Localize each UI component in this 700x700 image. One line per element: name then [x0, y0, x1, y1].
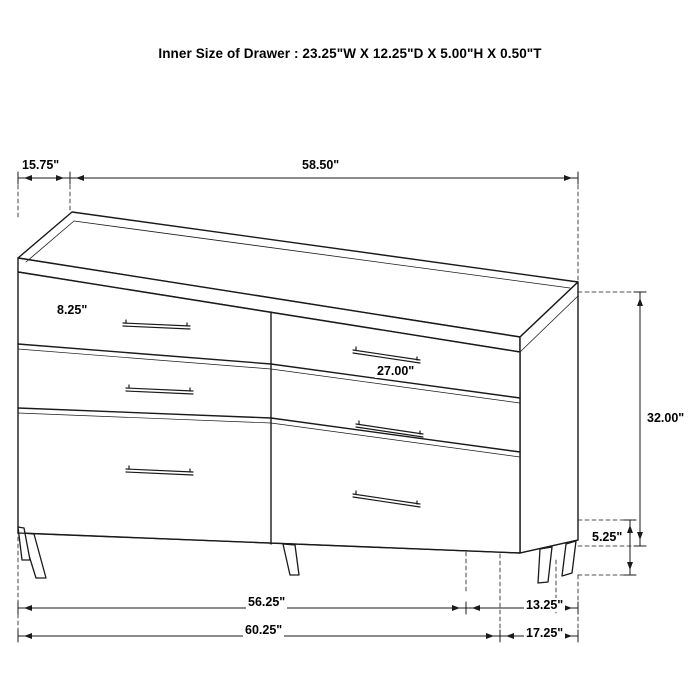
dimension-label-overall-depth: 17.25": [526, 626, 564, 640]
dimension-label-case-width: 56.25": [248, 595, 286, 609]
dimension-label-depth-top-left: 15.75": [22, 158, 60, 172]
leg-center-rear: [283, 544, 299, 575]
dimension-label-drawer-height: 8.25": [57, 303, 88, 317]
dimension-label-leg-height: 5.25": [592, 530, 623, 544]
leg-rear-right: [562, 541, 576, 576]
dimension-line-case-width: [18, 602, 466, 614]
dimension-line-leg-height: [624, 520, 636, 575]
dimension-label-case-depth: 13.25": [526, 598, 564, 612]
dimension-label-width-top: 58.50": [302, 158, 340, 172]
leg-front-right: [538, 547, 552, 583]
dimension-label-overall-height: 32.00": [647, 411, 685, 425]
dimension-line-top: [18, 172, 578, 184]
dimension-label-overall-width: 60.25": [245, 623, 283, 637]
dimension-label-drawer-width: 27.00": [377, 364, 415, 378]
page-title: Inner Size of Drawer : 23.25"W X 12.25"D X 5.00"H X 0.50"T: [158, 46, 542, 61]
